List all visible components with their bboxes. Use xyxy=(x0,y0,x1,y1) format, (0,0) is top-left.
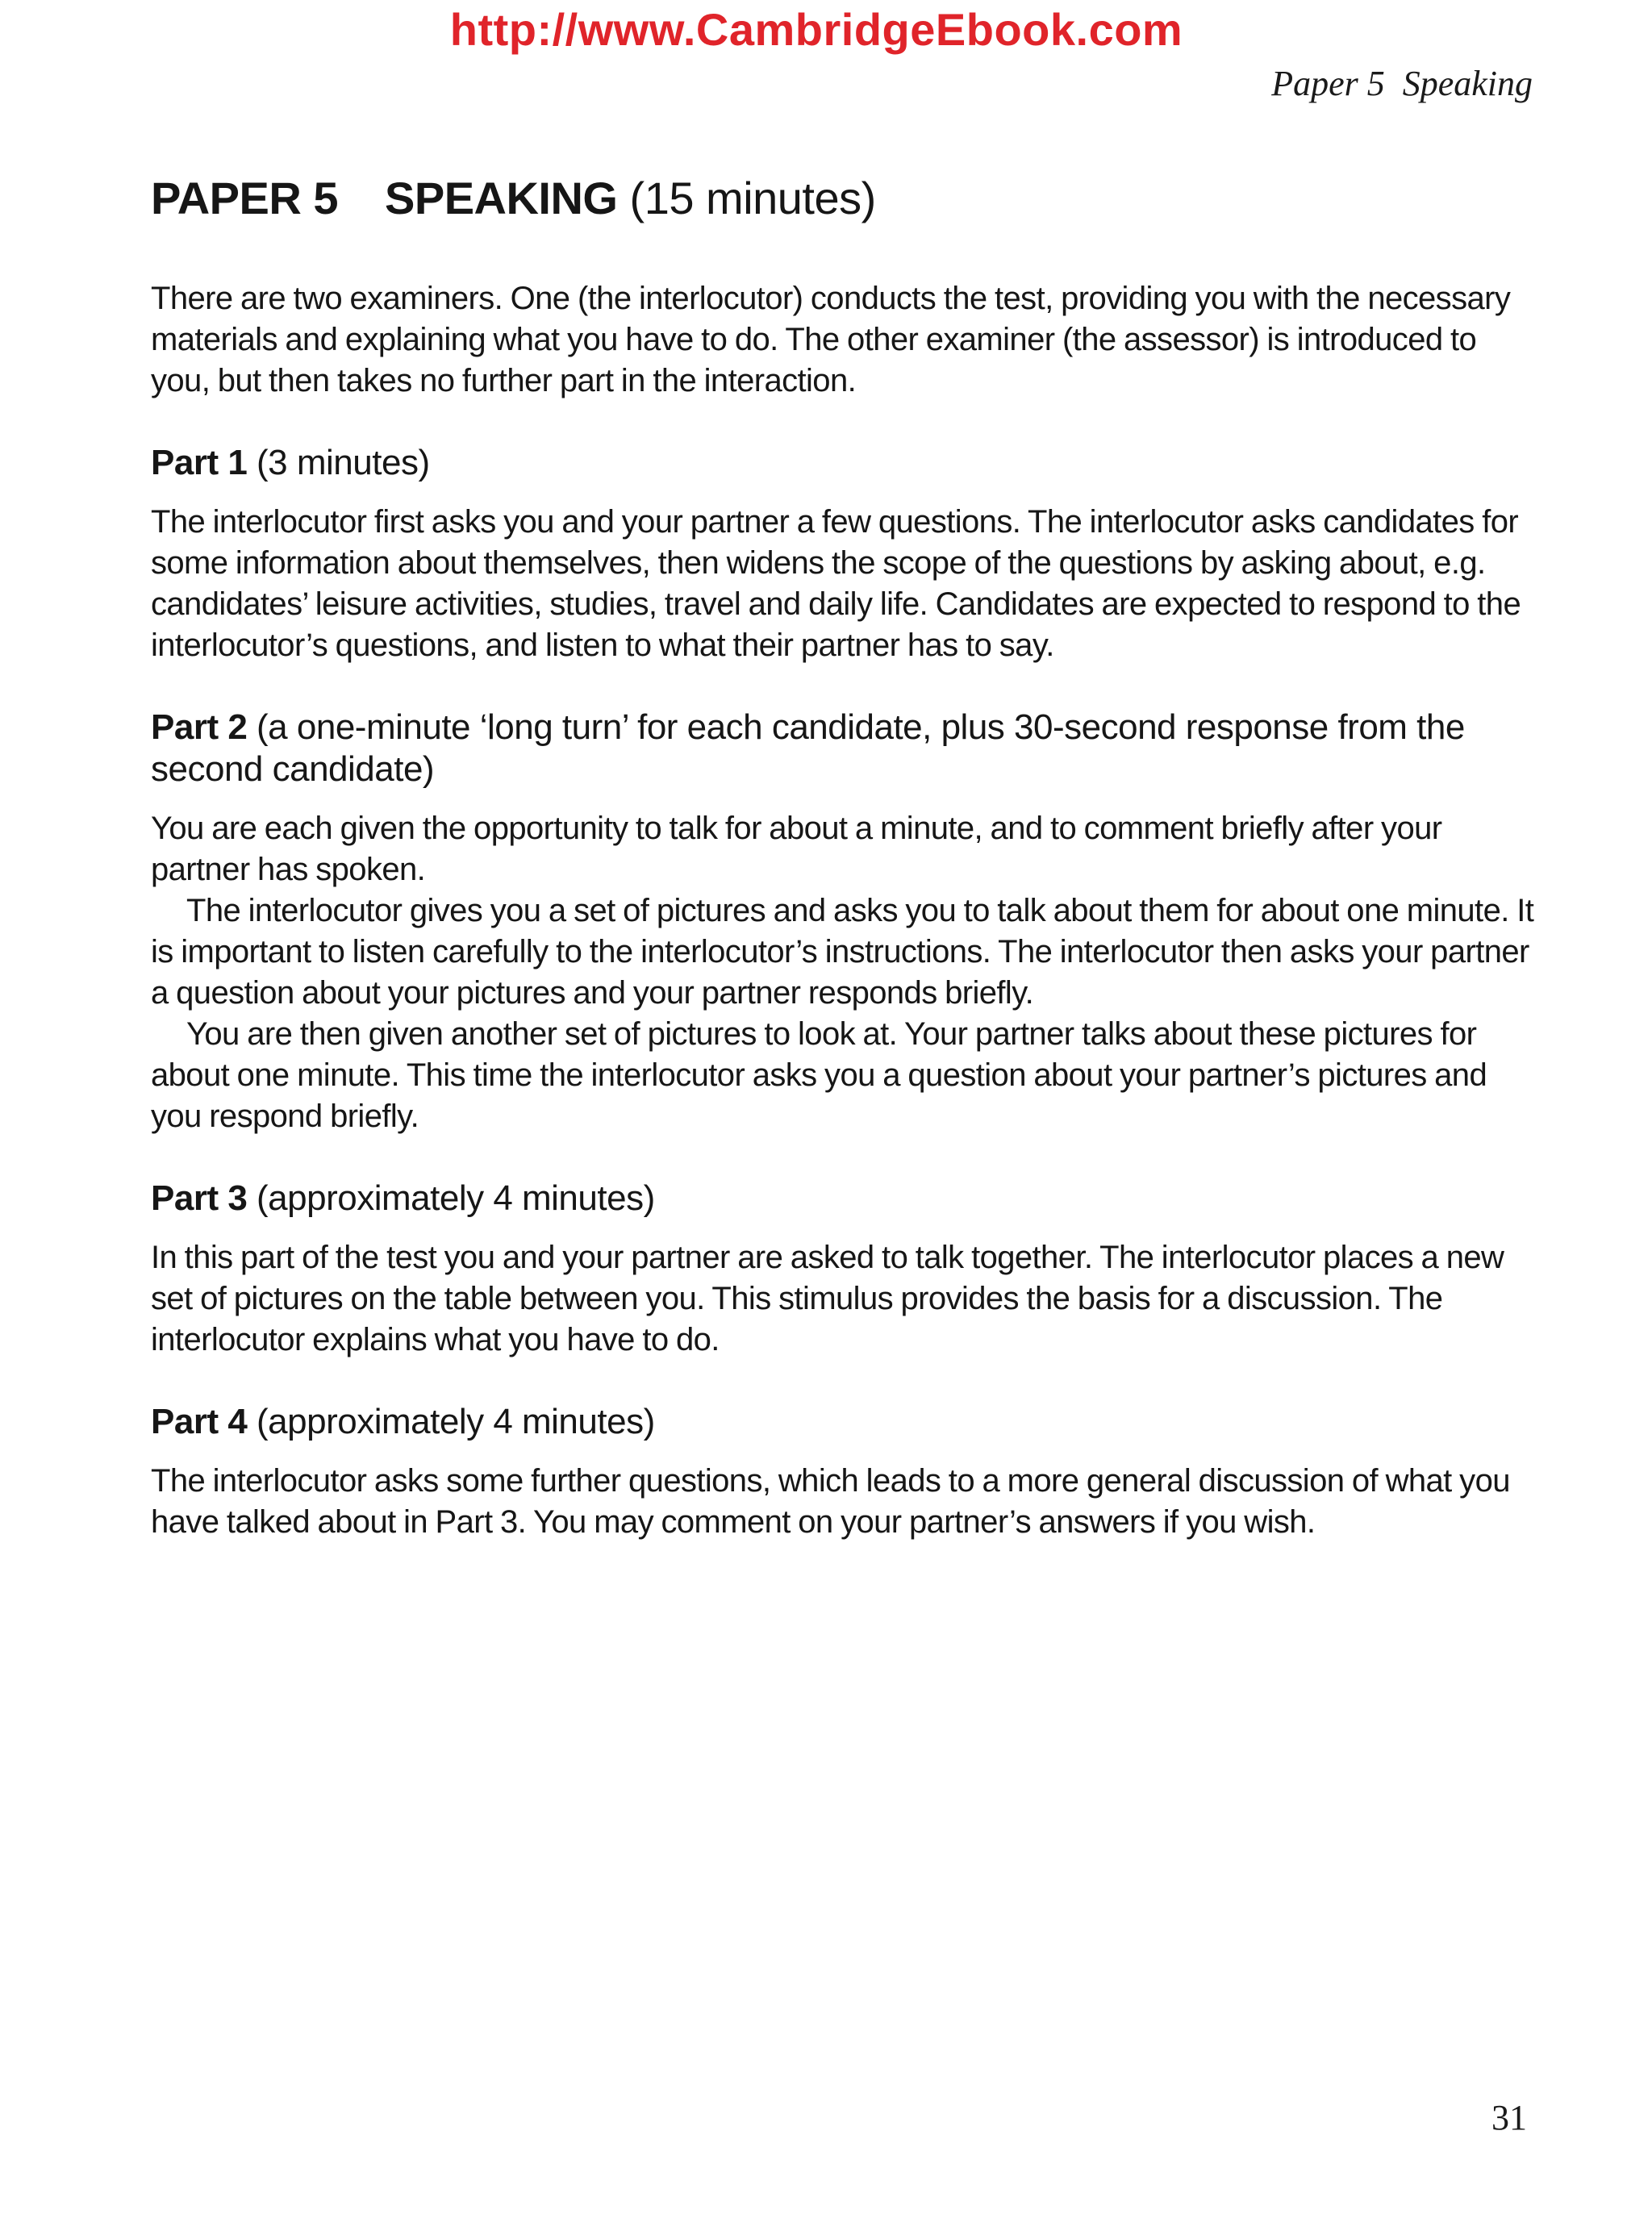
paper-number: PAPER 5 xyxy=(151,173,338,223)
part-3-paragraph: In this part of the test you and your partner are asked to talk together. The interlocutor places a new set of pictures on the table between you. This stimulus provides the basis for a discussion. The interlocutor explains what you have to do. xyxy=(151,1240,1504,1358)
part-3-label: Part 3 xyxy=(151,1178,248,1219)
part-1-heading xyxy=(151,442,1538,484)
part-4-paragraph: The interlocutor asks some further questions, which leads to a more general discussion of what you have talked about in Part 3. You may comment on your partner’s answers if you wish. xyxy=(151,1463,1510,1541)
watermark-url: http://www.CambridgeEbook.com xyxy=(449,4,1183,55)
part-3-heading xyxy=(151,1178,1538,1220)
part-2-paragraph: You are each given the opportunity to talk for about a minute, and to comment briefly after your partner has spoken. xyxy=(151,811,1442,888)
page-body xyxy=(151,171,1538,1543)
page-number: 31 xyxy=(1491,2098,1527,2137)
part-4-heading xyxy=(151,1401,1538,1443)
part-2-heading xyxy=(151,707,1538,790)
paper-duration: (15 minutes) xyxy=(629,173,876,223)
part-2-paragraph: The interlocutor gives you a set of pictures and asks you to talk about them for about one minute. It is important to listen carefully to the interlocutor’s instructions. The interlocutor then asks your partner a question about your pictures and your partner responds briefly. xyxy=(151,893,1534,1011)
page-title xyxy=(151,171,1538,225)
part-2-paragraph: You are then given another set of pictures to look at. Your partner talks about these pictures for about one minute. This time the interlocutor asks you a question about your partner’s pictures and you respond briefly. xyxy=(151,1016,1487,1135)
part-2-detail: (a one-minute ‘long turn’ for each candidate, plus 30-second response from the second candidate) xyxy=(151,707,1465,790)
part-4-detail: (approximately 4 minutes) xyxy=(257,1402,655,1442)
part-3-detail: (approximately 4 minutes) xyxy=(257,1178,655,1219)
paper-name: SPEAKING xyxy=(384,173,618,223)
running-head: Paper 5 Speaking xyxy=(1271,64,1533,103)
part-1-detail: (3 minutes) xyxy=(257,443,430,483)
section-part-4 xyxy=(151,1401,1538,1543)
part-4-label: Part 4 xyxy=(151,1402,248,1442)
section-part-3 xyxy=(151,1178,1538,1361)
part-2-label: Part 2 xyxy=(151,707,248,748)
section-part-2 xyxy=(151,707,1538,1137)
part-1-label: Part 1 xyxy=(151,443,248,483)
section-part-1 xyxy=(151,442,1538,666)
intro-paragraph: There are two examiners. One (the interlocutor) conducts the test, providing you with the necessary materials and explaining what you have to do. The other examiner (the assessor) is introduced to you, but then takes no further part in the interaction. xyxy=(151,281,1511,399)
part-1-paragraph: The interlocutor first asks you and your partner a few questions. The interlocutor asks candidates for some information about themselves, then widens the scope of the questions by asking about, e.g. candidates’ leisure activities, studies, travel and daily life. Candidates are expected to respond to the interlocutor’s questions, and listen to what their partner has to say. xyxy=(151,504,1521,664)
